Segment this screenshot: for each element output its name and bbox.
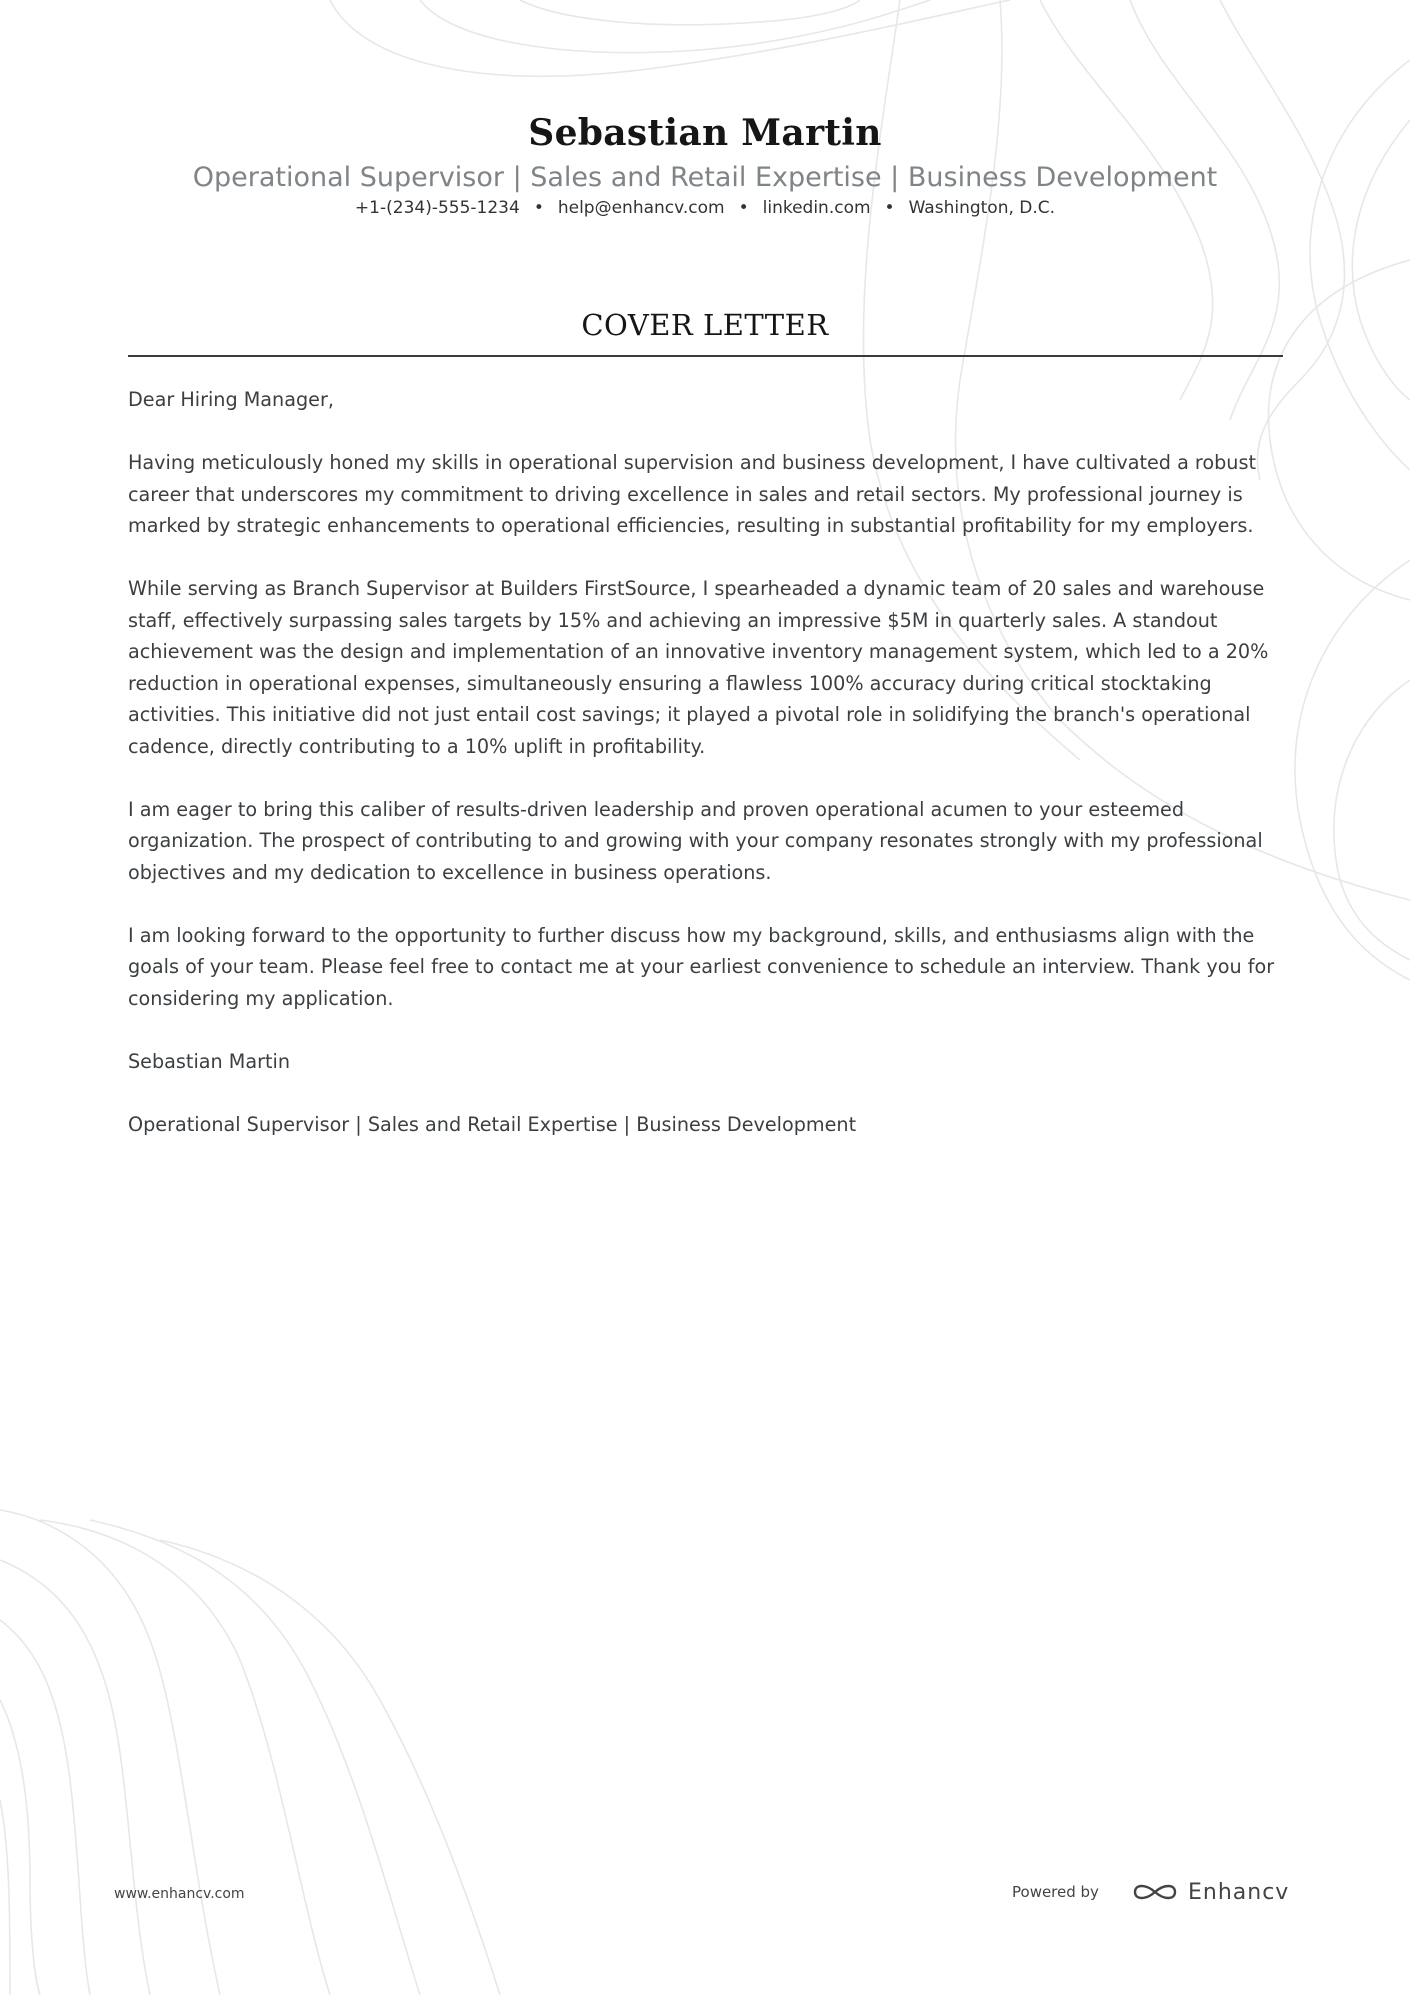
contact-info bbox=[0, 198, 1410, 218]
enhancv-logo-icon bbox=[1132, 1879, 1178, 1905]
enhancv-brand-name: Enhancv bbox=[1188, 1879, 1290, 1905]
letter-paragraph: While serving as Branch Supervisor at Builders FirstSource, I spearheaded a dynamic team of 20 sales and warehouse staff, effectively surpassing sales targets by 15% and achieving an impressive $5M in quarterly sales. A standout achievement was the design and implementation of an innovative inventory management system, which led to a 20% reduction in operational expenses, simultaneously ensuring a flawless 100% accuracy during critical stocktaking activities. This initiative did not just entail cost savings; it played a pivotal role in solidifying the branch's operational cadence, directly contributing to a 10% uplift in profitability. bbox=[128, 577, 1269, 758]
enhancv-brand[interactable] bbox=[1132, 1877, 1289, 1907]
contact-phone: +1-(234)-555-1234 bbox=[354, 198, 520, 218]
section-divider bbox=[128, 355, 1283, 357]
contact-separator: • bbox=[884, 198, 895, 218]
section-title: COVER LETTER bbox=[581, 308, 829, 342]
footer-website-link[interactable]: www.enhancv.com bbox=[114, 1886, 245, 1902]
letter-paragraph: I am eager to bring this caliber of results-driven leadership and proven operational acumen to your esteemed organization. The prospect of contributing to and growing with your company resonates strongly with my professional objectives and my dedication to excellence in business operations. bbox=[128, 797, 1263, 884]
letter-signature-name: Sebastian Martin bbox=[128, 1049, 291, 1073]
candidate-name: Sebastian Martin bbox=[528, 112, 882, 154]
contact-email[interactable]: help@enhancv.com bbox=[557, 198, 725, 218]
candidate-headline: Operational Supervisor | Sales and Retail Expertise | Business Development bbox=[192, 162, 1218, 193]
letter-paragraph: I am looking forward to the opportunity to further discuss how my background, skills, and enthusiasms align with the goals of your team. Please feel free to contact me at your earliest convenience to schedule an interview. Thank you for considering my application. bbox=[128, 923, 1275, 1010]
letter-salutation: Dear Hiring Manager, bbox=[128, 388, 334, 411]
contact-separator: • bbox=[738, 198, 749, 218]
powered-by-label: Powered by bbox=[1012, 1883, 1099, 1901]
letter-paragraph: Having meticulously honed my skills in operational supervision and business development, I have cultivated a robust career that underscores my commitment to driving excellence in sales and retail sectors. My professional journey is marked by strategic enhancements to operational efficiencies, resulting in substantial profitability for my employers. bbox=[128, 451, 1256, 537]
contact-linkedin[interactable]: linkedin.com bbox=[762, 198, 871, 218]
contact-separator: • bbox=[533, 198, 544, 218]
letter-signature-title: Operational Supervisor | Sales and Retail Expertise | Business Development bbox=[128, 1112, 857, 1136]
letter-body bbox=[128, 384, 1278, 1172]
contact-location: Washington, D.C. bbox=[908, 198, 1056, 218]
